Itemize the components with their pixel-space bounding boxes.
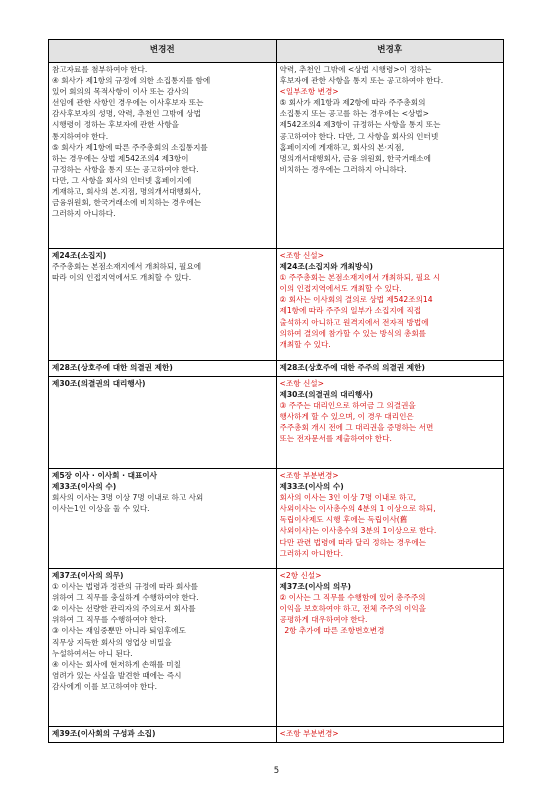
table-row [49,63,504,249]
cell-after [276,377,504,469]
text-line: 직무상 지득한 회사의 영업상 비밀을 [52,637,172,647]
text-line: <조항 신설> [279,251,324,260]
text-line: 다만 관련 법령에 따라 달리 정하는 경우에는 [279,537,427,547]
cell-before [49,361,277,377]
text-line: 약력, 추천인 그밖에 <상법 시행령>이 정하는 [279,65,432,74]
cell-after [276,569,504,727]
cell-before [49,469,277,569]
text-line: 독립이사제도 시행 후에는 독립이사(舊 [279,515,408,525]
text-line: ④ 이사는 회사에 현저하게 손해를 미칠 [52,659,181,669]
text-line: 통지하여야 한다. [52,131,109,141]
text-line: 제24조(소집지와 개최방식) [279,262,374,272]
text-line: ② 회사는 이사회의 결의로 상법 제542조의14 [279,295,433,305]
text-line: 위하여 그 직무를 수행하여야 한다. [52,615,167,625]
text-line: ② 이사는 그 직무를 수행함에 있어 총주주의 [279,593,426,603]
cell-before [49,727,277,743]
cell-before [49,569,277,727]
cell-before [49,249,277,361]
text-line: 공고하여야 한다. 다만, 그 사항을 회사의 인터넷 [279,131,439,141]
header-before: 변경전 [49,40,277,63]
text-line: 제39조(이사회의 구성과 소집) [52,729,156,738]
cell-after [276,361,504,377]
text-line: 이사는1인 이상을 둘 수 있다. [52,504,150,514]
text-line: 감사에게 이를 보고하여야 한다. [52,681,158,691]
text-line: 누설하여서는 아니 된다. [52,648,133,658]
text-line: 염려가 있는 사실을 발견한 때에는 즉시 [52,670,182,680]
text-line: 시행령이 정하는 후보자에 관한 사항을 [52,120,180,130]
text-line: 다만, 그 사항을 회사의 인터넷 홈페이지에 [52,175,192,185]
text-line: <2항 신설> [279,571,322,580]
text-line: 규정하는 사항을 통지 또는 공고하여야 한다. [52,164,199,174]
table-row [49,361,504,377]
text-line: ③ 이사는 재임중뿐만 아니라 퇴임후에도 [52,626,186,636]
table-row [49,469,504,569]
header-after: 변경후 [276,40,504,63]
text-line: 명의개서대행회사, 금융 위원회, 한국거래소에 [279,153,431,163]
text-line: ① 주주총회는 본점소재지에서 개최하되, 필요 시 [279,273,441,283]
text-line: 주주총회는 본점소재지에서 개최하되, 필요에 [52,262,202,272]
text-line: 제37조(이사의 의무) [52,571,124,580]
text-line: 그러하지 아니한다. [279,548,344,558]
cell-after [276,63,504,249]
text-line: ③ 주주는 대리인으로 하여금 그 의결권을 [279,401,416,411]
cell-after [276,249,504,361]
text-line: 후보자에 관한 사항을 통지 또는 공고하여야 한다. [279,76,444,86]
text-line: 이의 인접지역에서도 개최할 수 있다. [279,284,402,294]
text-line: 행사하게 할 수 있으며, 이 경우 대리인은 [279,412,414,422]
page-number: 5 [273,766,280,776]
text-line: 있어 회의의 목적사항이 이사 또는 감사의 [52,87,189,97]
text-line: 또는 전자문서를 제출하여야 한다. [279,434,392,444]
text-line: 제33조(이사의 수) [279,482,344,492]
text-line: ④ 회사가 제1항의 규정에 의한 소집통지를 함에 [52,76,211,86]
text-line: 사외이사는 이사총수의 4분의 1 이상으로 하되, [279,504,436,514]
text-line: 제24조(소집지) [52,251,107,260]
text-line: 이익을 보호하여야 하고, 전체 주주의 이익을 [279,604,427,614]
text-line: 제542조의4 제3항이 규정하는 사항을 통지 또는 [279,120,441,130]
text-line: 2항 추가에 따른 조항번호변경 [279,626,385,636]
text-line: 사외이사)는 이사총수의 3분의 1이상으로 한다. [279,526,437,536]
table-body [49,63,504,743]
text-line: <일부조항 변경> [279,87,339,97]
table-header-row [49,40,504,63]
text-line: 제37조(이사의 의무) [279,582,352,592]
text-line: 홈페이지에 게재하고, 회사의 본·지점, [279,142,405,152]
text-line: <조항 부분변경> [279,471,339,480]
cell-before [49,63,277,249]
text-line: 감사후보자의 성명, 약력, 추천인 그밖에 상법 [52,109,201,119]
text-line: 소집통지 또는 공고를 하는 경우에는 <상법> [279,109,429,119]
text-line: 의하여 결의에 참가할 수 있는 방식의 총회를 [279,328,427,338]
text-line: 게재하고, 회사의 본.지점, 명의개서대행회사, [52,187,201,197]
text-line: 제1항에 따라 주주의 일부가 소집지에 직접 [279,306,422,316]
text-line: 선임에 관한 사항인 경우에는 이사후보자 또는 [52,98,204,108]
text-line: 제5장 이사 · 이사회 · 대표이사 [52,471,157,480]
text-line: 금융위원회, 한국거래소에 비치하는 경우에는 [52,198,202,208]
text-line: 제28조(상호주에 대한 주주의 의결권 제한) [279,363,425,372]
text-line: <조항 신설> [279,379,324,388]
text-line: 제30조(의결권의 대리행사) [279,390,374,400]
text-line: 회사의 이사는 3명 이상 7명 이내로 하고 사외 [52,493,204,503]
table-row [49,727,504,743]
text-line: <조항 부분변경> [279,729,339,738]
text-line: 따라 이의 인접지역에서도 개최할 수 있다. [52,273,192,283]
cell-before [49,377,277,469]
text-line: 개최할 수 있다. [279,339,331,349]
text-line: 회사의 이사는 3인 이상 7명 이내로 하고, [279,493,417,503]
text-line: 제30조(의결권의 대리행사) [52,379,146,388]
text-line: 비치하는 경우에는 그러하지 아니하다. [279,164,407,174]
comparison-table [48,39,504,743]
text-line: 제28조(상호주에 대한 의결권 제한) [52,363,173,372]
text-line: ① 이사는 법령과 정관의 규정에 따라 회사를 [52,582,198,592]
text-line: 제33조(이사의 수) [52,482,117,492]
text-line: 그러하지 아니하다. [52,209,116,219]
text-line: 공평하게 대우하여야 한다. [279,615,368,625]
table-row [49,569,504,727]
cell-after [276,727,504,743]
table-row [49,249,504,361]
text-line: ② 이사는 선량한 관리자의 주의로서 회사를 [52,604,196,614]
text-line: 참고자료를 첨부하여야 한다. [52,65,148,74]
cell-after [276,469,504,569]
table-row [49,377,504,469]
text-line: 위하여 그 직무를 충실하게 수행하여야 한다. [52,593,199,603]
text-line: 주주총회 개시 전에 그 대리권을 증명하는 서면 [279,423,434,433]
text-line: 출석하지 아니하고 원격지에서 전자적 방법에 [279,317,429,327]
text-line: 하는 경우에는 상법 제542조의4 제3항이 [52,153,189,163]
text-line: ⑤ 회사가 제1항과 제2항에 따라 주주총회의 [279,98,426,108]
text-line: ⑤ 회사가 제1항에 따른 주주총회의 소집통지를 [52,142,208,152]
